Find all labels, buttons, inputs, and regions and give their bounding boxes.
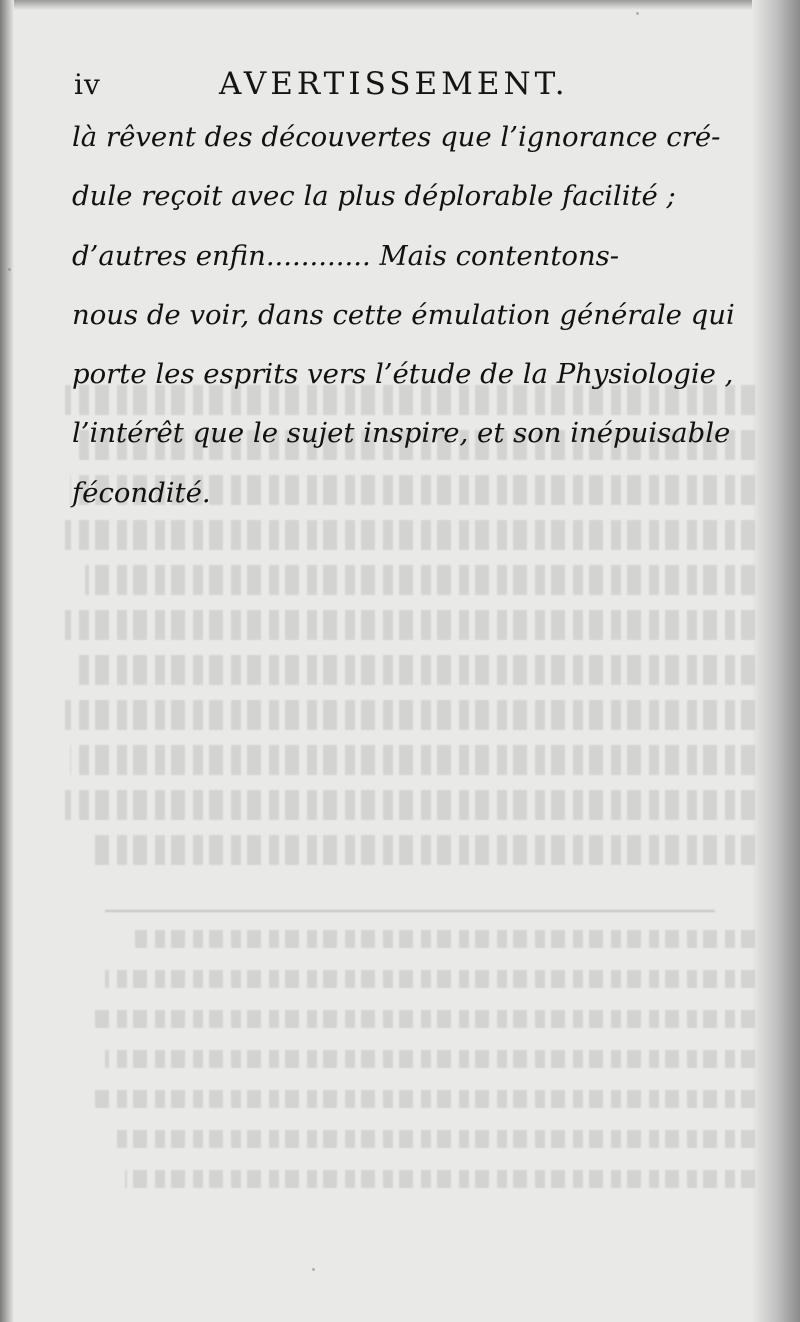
text-line: porte les esprits vers l’étude de la Physiologie , xyxy=(72,358,734,391)
paper-speck xyxy=(636,12,639,15)
body-paragraph xyxy=(72,108,772,523)
text-line: l’intérêt que le sujet inspire, et son inépuisable xyxy=(72,417,731,450)
page-header xyxy=(74,62,714,112)
text-line: là rêvent des découvertes que l’ignorance cré- xyxy=(72,121,721,153)
text-line: dule reçoit avec la plus déplorable facilité ; xyxy=(72,180,676,213)
paper-speck xyxy=(312,1268,315,1271)
paper-speck xyxy=(8,268,11,271)
text-line: d’autres enfin............ Mais contentons- xyxy=(72,239,620,272)
page-number: iv xyxy=(74,68,101,101)
left-edge-shadow xyxy=(0,0,14,1322)
text-line: nous de voir, dans cette émulation générale qui xyxy=(72,298,735,331)
text-line: fécondité. xyxy=(72,476,211,509)
running-head: AVERTISSEMENT. xyxy=(219,66,569,102)
top-edge-shadow xyxy=(0,0,800,10)
